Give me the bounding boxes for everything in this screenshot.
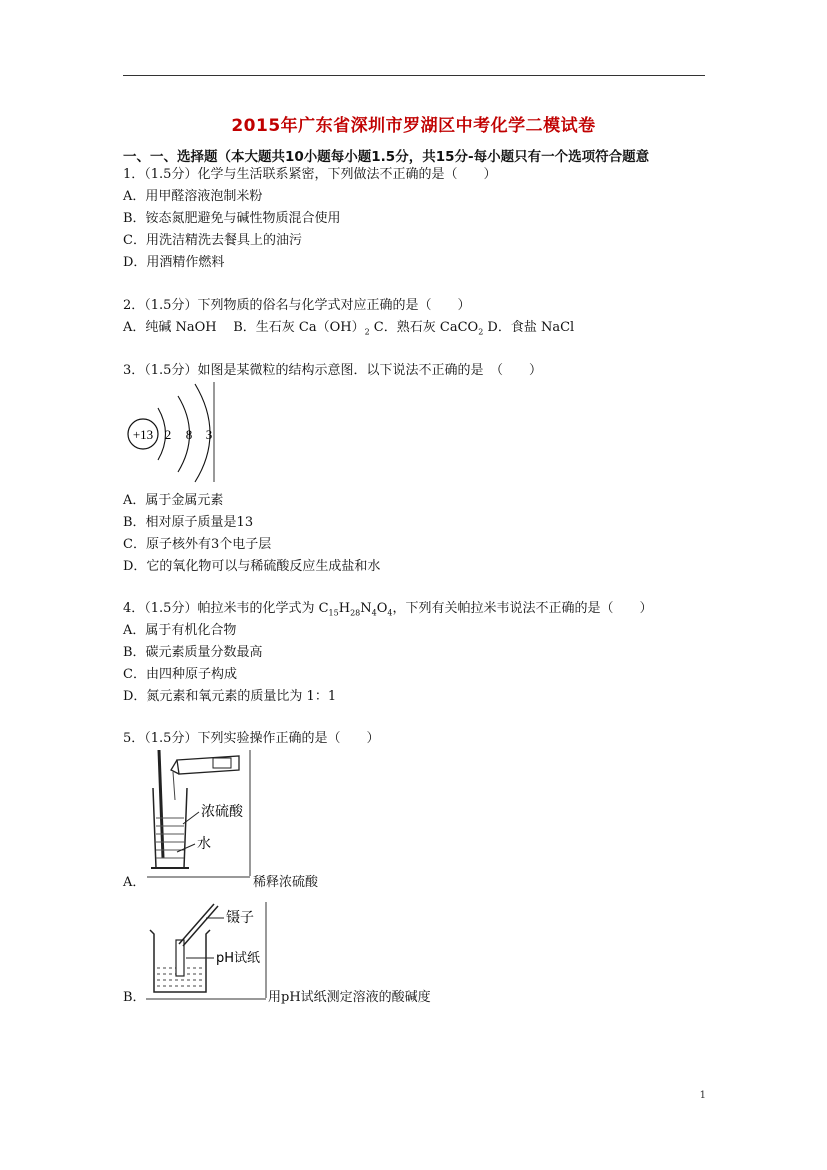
page-number: 1 [699,1090,706,1101]
question-4-stem-prefix: 4．（1.5分）帕拉米韦的化学式为 C [123,601,329,616]
formula-subscript-o: 4 [387,608,393,618]
question-5-option-b-caption: 用pH试纸测定溶液的酸碱度 [268,990,431,1005]
label-water: 水 [197,836,211,852]
question-2-option-d: D．食盐 NaCl [483,320,575,335]
dilute-sulfuric-acid-figure [147,748,252,878]
question-3-option-d: D．它的氧化物可以与稀硫酸反应生成盐和水 [123,559,381,574]
ph-test-figure [146,900,268,1000]
question-3-option-a: A．属于金属元素 [123,493,224,508]
question-1-option-a: A．用甲醛溶液泡制米粉 [123,189,263,204]
nucleus-charge: +13 [132,427,154,442]
question-1-stem: 1．（1.5分）化学与生活联系紧密，下列做法不正确的是（ ） [123,167,497,182]
question-4-option-b: B．碳元素质量分数最高 [123,645,263,660]
question-3-option-c: C．原子核外有3个电子层 [123,537,272,552]
question-4-option-c: C．由四种原子构成 [123,667,237,682]
question-5-option-a-caption: 稀释浓硫酸 [253,875,319,890]
formula-n: N [360,601,372,616]
question-2-options [123,320,574,341]
section-heading: 一、一、选择题（本大题共10小题每小题1.5分，共15分-每小题只有一个选项符合题意 [123,149,650,165]
question-1-option-c: C．用洗洁精洗去餐具上的油污 [123,233,302,248]
question-2-option-b: B．生石灰 Ca（OH） [233,320,365,335]
formula-subscript-c: 15 [328,608,339,618]
shell-1-electrons: 2 [164,427,172,442]
shell-3-electrons: 3 [205,427,213,442]
question-5-option-b-letter: B． [123,990,146,1005]
label-tweezers: 镊子 [226,910,254,926]
question-1-option-d: D．用酒精作燃料 [123,255,225,270]
shell-2-electrons: 8 [185,427,193,442]
question-2-option-b-subscript: 2 [364,327,370,337]
question-2-option-c-subscript: 2 [478,327,484,337]
header-rule [123,75,705,76]
formula-o: O [376,601,388,616]
question-3-option-b: B．相对原子质量是13 [123,515,254,530]
question-4-stem-suffix: ，下列有关帕拉米韦说法不正确的是（ ） [392,601,653,616]
label-concentrated-sulfuric-acid: 浓硫酸 [201,804,243,820]
atom-structure-diagram [123,380,218,483]
question-4-option-a: A．属于有机化合物 [123,623,237,638]
question-4-stem [123,601,653,622]
question-4-option-d: D．氮元素和氧元素的质量比为 1：1 [123,689,337,704]
question-3-stem: 3．（1.5分）如图是某微粒的结构示意图．以下说法不正确的是 （ ） [123,363,542,378]
question-1-option-b: B．铵态氮肥避免与碱性物质混合使用 [123,211,341,226]
formula-subscript-h: 28 [350,608,361,618]
formula-h: H [338,601,351,616]
formula-subscript-n: 4 [371,608,377,618]
question-5-stem: 5．（1.5分）下列实验操作正确的是（ ） [123,731,380,746]
question-2-option-c: C．熟石灰 CaCO [369,320,479,335]
question-2-option-a: A．纯碱 NaOH [123,320,217,335]
label-ph-paper: pH试纸 [216,951,261,966]
page-title: 2015年广东省深圳市罗湖区中考化学二模试卷 [231,116,596,136]
question-2-stem: 2．（1.5分）下列物质的俗名与化学式对应正确的是（ ） [123,298,471,313]
question-5-option-a-letter: A． [123,875,146,890]
